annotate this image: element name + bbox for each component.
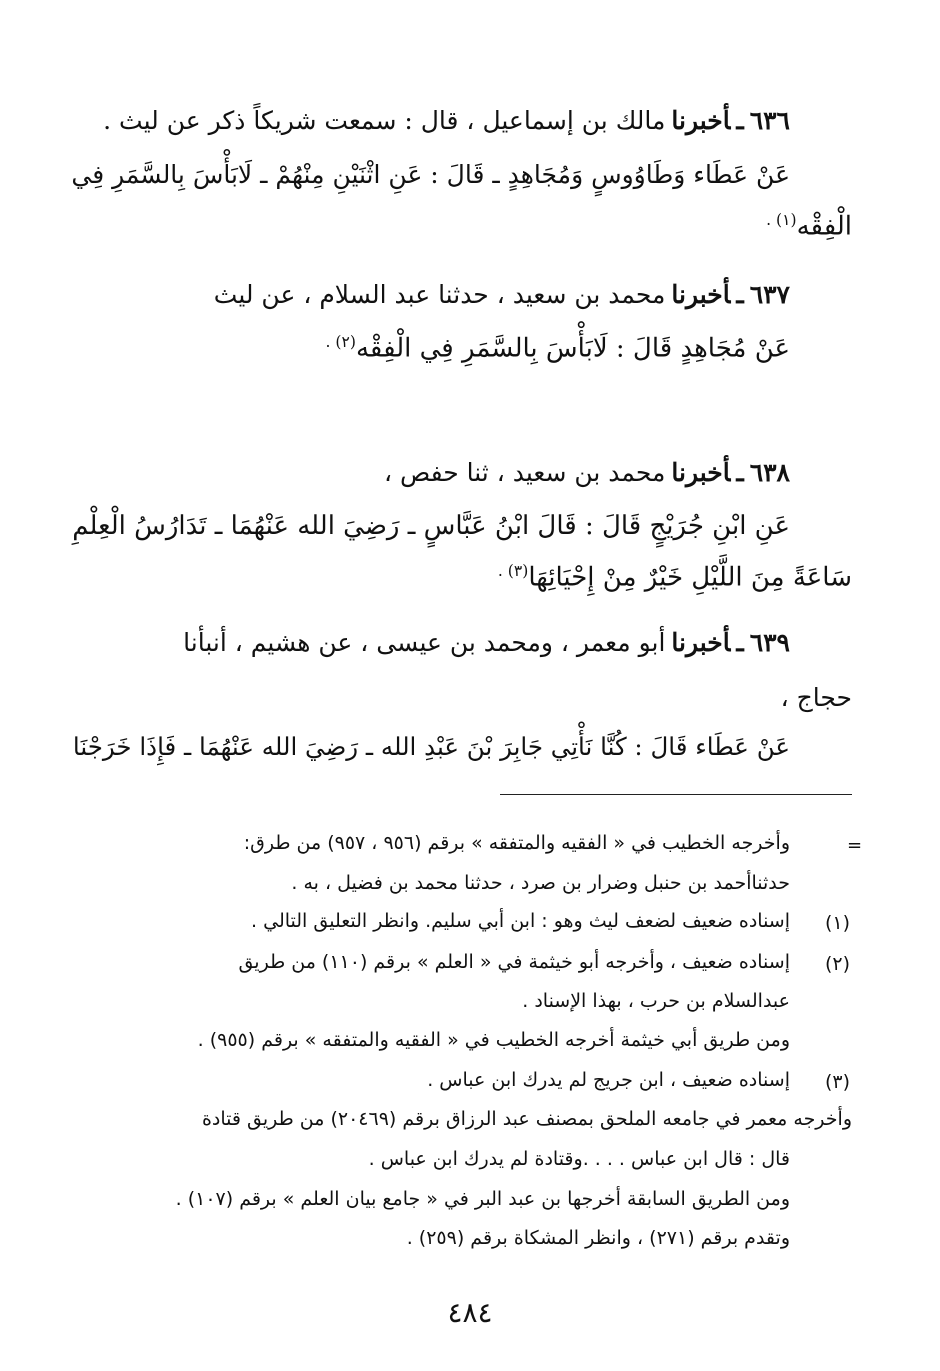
entry-lead: أخبرنا — [671, 106, 731, 135]
page-number: ٤٨٤ — [447, 1296, 493, 1329]
entry-639-text-line: عَنْ عَطَاء قَالَ : كُنَّا نَأْتِي جَابِرَ بْنَ عَبْدِ الله ـ رَضِيَ الله عَنْهُمَا ـ فَإِذَا خَرَجْنَا — [72, 732, 790, 761]
footnote-continuation-line: وأخرجه الخطيب في « الفقيه والمتفقه » برقم (٩٥٦ ، ٩٥٧) من طرق: — [243, 832, 790, 854]
entry-637-text-line — [326, 335, 791, 362]
entry-639-isnad: ٦٣٩ـأخبرناأبو معمر ، ومحمد بن عيسى ، عن هشيم ، أنبأنا — [183, 628, 790, 657]
footnote-marker: (٢) — [824, 953, 850, 975]
footnote-marker: (٣) — [824, 1071, 850, 1093]
entry-637-isnad: ٦٣٧ـأخبرنامحمد بن سعيد ، حدثنا عبد السلام ، عن ليث — [213, 280, 790, 309]
footnote-line: ومن الطريق السابقة أخرجها بن عبد البر في « جامع بيان العلم » برقم (١٠٧) . — [175, 1188, 790, 1210]
entry-639-isnad-line-2: حجاج ، — [780, 683, 852, 712]
footnote-line: وأخرجه معمر في جامعه الملحق بمصنف عبد الرزاق برقم (٢٠٤٦٩) من طريق قتادة — [201, 1108, 852, 1130]
footnote-line: إسناده ضعيف ، وأخرجه أبو خيثمة في « العلم » برقم (١١٠) من طريق — [238, 951, 790, 973]
entry-638-isnad: ٦٣٨ـأخبرنامحمد بن سعيد ، ثنا حفص ، — [383, 458, 790, 487]
entry-636-isnad: ٦٣٦ـأخبرنامالك بن إسماعيل ، قال : سمعت شريكاً ذكر عن ليث . — [103, 106, 790, 135]
footnote-continuation-line: حدثناأحمد بن حنبل وضرار بن صرد ، حدثنا محمد بن فضيل ، به . — [291, 872, 790, 894]
footnote-line: ومن طريق أبي خيثمة أخرجه الخطيب في « الفقيه والمتفقه » برقم (٩٥٥) . — [197, 1029, 790, 1051]
entry-636-text-line: عَنْ عَطَاء وَطَاوُوسٍ وَمُجَاهِدٍ ـ قَالَ : عَنِ اثْنَيْنِ مِنْهُمْ ـ لَابَأْسَ بِالسَّمَرِ فِي — [71, 160, 790, 189]
entry-lead: أخبرنا — [671, 458, 731, 487]
entry-isnad-text: مالك بن إسماعيل ، قال : سمعت شريكاً ذكر عن ليث . — [103, 106, 666, 135]
entry-638-text-line: عَنِ ابْنِ جُرَيْجٍ قَالَ : قَالَ ابْنُ عَبَّاسٍ ـ رَضِيَ الله عَنْهُمَا ـ تَدَارُسُ الْعِلْمِ — [72, 511, 790, 541]
footnote-ref: (١) . — [766, 211, 797, 229]
footnote-line: وتقدم برقم (٢٧١) ، وانظر المشكاة برقم (٢٥٩) . — [406, 1227, 790, 1249]
entry-number: ٦٣٧ — [749, 280, 790, 309]
footnote-line: إسناده ضعيف لضعف ليث وهو : ابن أبي سليم. وانظر التعليق التالي . — [251, 910, 790, 932]
entry-isnad-text: محمد بن سعيد ، ثنا حفص ، — [383, 458, 666, 487]
entry-text-fragment: عَنْ مُجَاهِدٍ قَالَ : لَابَأْسَ بِالسَّمَرِ فِي الْفِقْه — [355, 333, 790, 364]
entry-number: ٦٣٨ — [749, 458, 790, 487]
footnote-marker: (١) — [824, 912, 850, 934]
footnote-line: إسناده ضعيف ، ابن جريج لم يدرك ابن عباس . — [427, 1069, 790, 1091]
entry-number: ٦٣٦ — [749, 106, 790, 135]
footnote-ref: (٣) . — [497, 562, 529, 580]
footnote-line: عبدالسلام بن حرب ، بهذا الإسناد . — [522, 990, 790, 1012]
entry-isnad-text: أبو معمر ، ومحمد بن عيسى ، عن هشيم ، أنبأنا — [183, 628, 666, 657]
footnote-separator — [500, 794, 852, 795]
entry-isnad-text: محمد بن سعيد ، حدثنا عبد السلام ، عن ليث — [213, 280, 666, 309]
entry-text-fragment: سَاعَةً مِنَ اللَّيْلِ خَيْرٌ مِنْ إِحْيَائِهَا — [528, 562, 852, 593]
entry-number: ٦٣٩ — [749, 628, 790, 657]
entry-636-text-line-2 — [766, 213, 852, 240]
footnote-ref: (٢) . — [325, 333, 356, 351]
entry-638-text-line-2 — [498, 564, 852, 591]
entry-text-fragment: الْفِقْه — [796, 211, 852, 242]
continuation-mark: = — [847, 835, 863, 856]
footnote-line: قال : قال ابن عباس . . . .وقتادة لم يدرك ابن عباس . — [368, 1148, 790, 1170]
entry-lead: أخبرنا — [671, 280, 731, 309]
entry-lead: أخبرنا — [671, 628, 731, 657]
